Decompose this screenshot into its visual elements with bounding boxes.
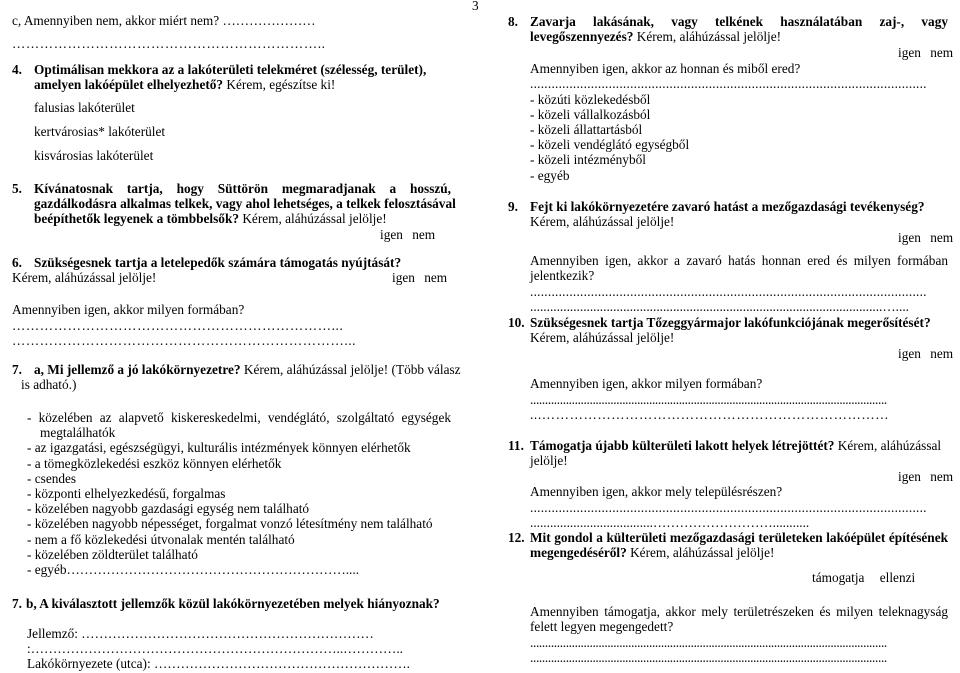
q7-item-10[interactable]: - egyéb……………………………………………………….... <box>27 562 360 577</box>
q4-option-falusias: falusias lakóterület <box>34 100 135 115</box>
q9-answer-options[interactable]: igen nem <box>898 230 954 245</box>
q10-number: 10. <box>508 315 525 330</box>
q8-item-5[interactable]: - közeli intézményből <box>530 152 646 167</box>
q7-item-7[interactable]: - közelében nagyobb népességet, forgalmat vonzó létesítmény nem található <box>27 516 433 531</box>
q11-answer-options[interactable]: igen nem <box>898 469 954 484</box>
q11-line2: jelölje! <box>530 453 568 468</box>
q12-line2 <box>530 545 774 561</box>
q11-number: 11. <box>508 438 524 453</box>
q10-line1: Szükségesnek tartja Tőzeggyármajor lakófunkciójának megerősítését? <box>530 315 931 330</box>
q5-number: 5. <box>12 181 22 196</box>
q8-line1: Zavarja lakásának, vagy telkének használatában zaj-, vagy <box>530 14 948 29</box>
q7-item-5[interactable]: - központi elhelyezkedésű, forgalmas <box>27 486 226 501</box>
q7-item-4[interactable]: - csendes <box>27 471 77 486</box>
q7-item-6[interactable]: - közelében nagyobb gazdasági egység nem található <box>27 501 310 516</box>
q8-followup: Amennyiben igen, akkor az honnan és miből ered? <box>530 61 801 76</box>
q7-line1 <box>34 362 461 378</box>
q8-item-4[interactable]: - közeli vendéglátó egységből <box>530 137 690 152</box>
q7-item-9[interactable]: - közelében zöldterület található <box>27 547 198 562</box>
q6-dots-2: ………………………………………………………………... <box>12 333 356 348</box>
q7b-number: 7. <box>12 596 22 611</box>
q11-followup: Amennyiben igen, akkor mely településrészen? <box>530 484 783 499</box>
q8-item-3[interactable]: - közeli állattartásból <box>530 122 643 137</box>
q7-line1-bold: a, Mi jellemző a jó lakókörnyezetre? <box>34 362 241 377</box>
q10-line2: Kérem, aláhúzással jelölje! <box>530 330 675 345</box>
q4-line2 <box>34 77 335 93</box>
q7-number: 7. <box>12 362 22 377</box>
q10-answer-options[interactable]: igen nem <box>898 346 954 361</box>
q10-followup: Amennyiben igen, akkor milyen formában? <box>530 376 763 391</box>
q9-dots-2: ..........................................................................................................….... <box>530 299 909 314</box>
q9-followup-line1: Amennyiben igen, akkor a zavaró hatás honnan ered és milyen formában <box>530 253 948 268</box>
q7-line2: is adható.) <box>21 377 77 392</box>
q10-dots-2: ...………………………………………………………………… <box>530 407 890 422</box>
q4-line1: Optimálisan mekkora az a lakóterületi telekméret (szélesség, terület), <box>34 62 427 77</box>
q4-line2-normal: Kérem, egészítse ki! <box>223 77 336 92</box>
q12-dots-1: ........................................................................................................................ <box>530 635 887 650</box>
q9-number: 9. <box>508 199 518 214</box>
q9-line2: Kérem, aláhúzással jelölje! <box>530 214 675 229</box>
q6-number: 6. <box>12 255 22 270</box>
q12-answer-options[interactable]: támogatja ellenzi <box>812 570 916 585</box>
q5-answer-options[interactable]: igen nem <box>380 227 436 242</box>
q8-item-6[interactable]: - egyéb <box>530 168 570 183</box>
q7b-dots: :……………………………………………………………..………….. <box>27 641 404 656</box>
q8-line2 <box>530 29 781 45</box>
q6-line1: Szükségesnek tartja a letelepedők számára támogatás nyújtását? <box>34 255 402 270</box>
q8-dots: ............................................................................................................... <box>530 76 927 91</box>
q7-line1-normal: Kérem, aláhúzással jelölje! (Több válasz <box>240 362 461 377</box>
q11-dots-1: ............................................................................................................... <box>530 500 927 515</box>
q7-item-8[interactable]: - nem a fő közlekedési útvonalak mentén található <box>27 532 295 547</box>
q7-item-1[interactable]: - közelében az alapvető kiskereskedelmi, vendéglátó, szolgáltató egységek <box>27 410 451 425</box>
q8-line2-normal: Kérem, aláhúzással jelölje! <box>633 29 782 44</box>
q7-item-2[interactable]: - az igazgatási, egészségügyi, kulturális intézmények könnyen elérhetők <box>27 440 411 455</box>
q7b-text: b, A kiválasztott jellemzők közül lakókörnyezetében melyek hiányoznak? <box>26 596 440 611</box>
q9-followup-line2: jelentkezik? <box>530 268 595 283</box>
q8-item-2[interactable]: - közeli vállalkozásból <box>530 107 651 122</box>
q4-option-kertvarosias: kertvárosias* lakóterület <box>34 124 166 139</box>
q8-line2-bold: levegőszennyezés? <box>530 29 634 44</box>
q6-followup: Amennyiben igen, akkor milyen formában? <box>12 302 245 317</box>
q11-line1 <box>530 438 941 454</box>
q5-line3-normal: Kérem, aláhúzással jelölje! <box>239 211 387 226</box>
q12-number: 12. <box>508 530 525 545</box>
q9-line1: Fejt ki lakókörnyezetére zavaró hatást a mezőgazdasági tevékenység? <box>530 199 925 214</box>
q12-line2-bold: megengedéséről? <box>530 545 627 560</box>
q12-followup-line2: felett legyen megengedett? <box>530 619 674 634</box>
q8-answer-options[interactable]: igen nem <box>898 45 954 60</box>
q12-followup-line1: Amennyiben támogatja, akkor mely területrészeken és milyen teleknagyság <box>530 604 948 619</box>
page-number: 3 <box>472 0 479 13</box>
q6-answer-options[interactable]: igen nem <box>392 270 448 285</box>
q7b-lakokornyezete: Lakókörnyezete (utca): …………………………………………………. <box>27 656 410 671</box>
q5-line3 <box>34 211 387 227</box>
q12-line1: Mit gondol a külterületi mezőgazdasági területeken lakóépület építésének <box>530 530 948 545</box>
q9-dots-1: ............................................................................................................... <box>530 284 927 299</box>
q6-line2: Kérem, aláhúzással jelölje! <box>12 270 157 285</box>
q10-dots-1: ........................................................................................................................ <box>530 392 887 407</box>
q6-dots-1: ……………………………………………………………... <box>12 318 344 333</box>
q12-line2-normal: Kérem, aláhúzással jelölje! <box>626 545 775 560</box>
q7b-jellemzo: Jellemző: ………………………………………………………… <box>27 626 374 641</box>
q4-option-kisvarosias: kisvárosias lakóterület <box>34 148 154 163</box>
q8-item-1[interactable]: - közúti közlekedésből <box>530 92 651 107</box>
q5-line2: gazdálkodásra alkalmas telkek, vagy ahol lehetséges, a telkek felosztásával <box>34 196 456 211</box>
q5-line3-bold: beépíthetők legyenek a tömbbelsők? <box>34 211 239 226</box>
q5-line1: Kívánatosnak tartja, hogy Süttörön megmaradjanak a hosszú, <box>34 181 451 196</box>
q11-line1-normal: Kérem, aláhúzással <box>834 438 942 453</box>
q3c-text: c, Amennyiben nem, akkor miért nem? ………………… <box>12 13 316 28</box>
q11-dots-2: .....................................………………………........... <box>530 515 810 530</box>
q7-item-3[interactable]: - a tömegközlekedési eszköz könnyen elérhetők <box>27 456 282 471</box>
q12-dots-2: ........................................................................................................................ <box>530 650 887 665</box>
q7-item-1-cont[interactable]: megtalálhatók <box>40 425 116 440</box>
q3c-dots: ………………………………………………………….. <box>12 36 326 51</box>
q4-line2-bold: amelyen lakóépület elhelyezhető? <box>34 77 224 92</box>
q4-number: 4. <box>12 62 22 77</box>
q11-line1-bold: Támogatja újabb külterületi lakott helyek létrejöttét? <box>530 438 835 453</box>
q8-number: 8. <box>508 14 518 29</box>
